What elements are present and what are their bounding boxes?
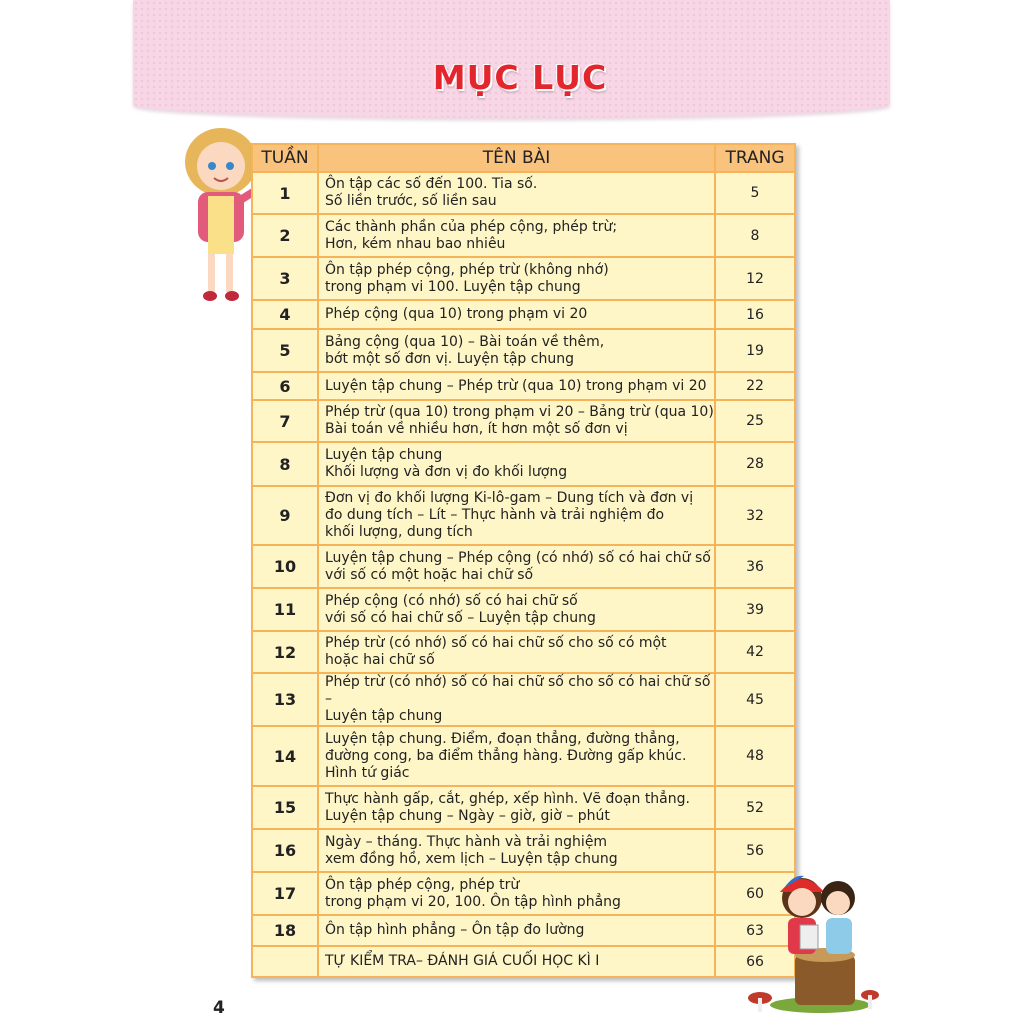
table-row [252, 214, 795, 257]
lesson-line: Bảng cộng (qua 10) – Bài toán về thêm, [325, 333, 605, 350]
lesson-line: Đơn vị đo khối lượng Ki-lô-gam – Dung tích và đơn vị [325, 490, 694, 506]
table-row [252, 829, 795, 872]
lesson-line: Phép cộng (qua 10) trong phạm vi 20 [325, 306, 588, 322]
table-of-contents [251, 143, 796, 978]
table-row [252, 726, 795, 786]
lesson-name [318, 486, 715, 545]
lesson-line: Các thành phần của phép cộng, phép trừ; [325, 218, 618, 235]
lesson-line: hoặc hai chữ số [325, 652, 435, 668]
lesson-name [318, 872, 715, 915]
lesson-line: Bài toán về nhiều hơn, ít hơn một số đơn vị [325, 421, 628, 437]
lesson-line: xem đồng hồ, xem lịch – Luyện tập chung [325, 850, 618, 867]
page-ref: 28 [715, 442, 795, 486]
table-header [252, 144, 795, 172]
page-ref: 63 [715, 915, 795, 946]
lesson-name [318, 631, 715, 673]
header-lesson: TÊN BÀI [318, 144, 715, 172]
lesson-line: Khối lượng và đơn vị đo khối lượng [325, 464, 568, 480]
week-number: 9 [252, 486, 318, 545]
week-number: 15 [252, 786, 318, 829]
week-number: 4 [252, 300, 318, 329]
page-ref: 66 [715, 946, 795, 977]
lesson-line: Ôn tập phép cộng, phép trừ [325, 876, 520, 893]
page-ref: 5 [715, 172, 795, 214]
page-number: 4 [213, 998, 225, 1018]
lesson-name [318, 172, 715, 214]
table-row [252, 172, 795, 214]
lesson-name [318, 545, 715, 588]
lesson-line: Ngày – tháng. Thực hành và trải nghiệm [325, 833, 608, 850]
week-number: 13 [252, 673, 318, 726]
lesson-line: đo dung tích – Lít – Thực hành và trải nghiệm đo [325, 507, 665, 523]
table-row [252, 486, 795, 545]
table-row [252, 300, 795, 329]
lesson-name [318, 442, 715, 486]
page-ref: 56 [715, 829, 795, 872]
lesson-name [318, 214, 715, 257]
week-number: 18 [252, 915, 318, 946]
table-row [252, 442, 795, 486]
page-ref: 16 [715, 300, 795, 329]
week-number: 10 [252, 545, 318, 588]
page-ref: 48 [715, 726, 795, 786]
lesson-line: Luyện tập chung – Phép trừ (qua 10) trong phạm vi 20 [325, 377, 707, 394]
lesson-line: Ôn tập hình phẳng – Ôn tập đo lường [325, 922, 585, 938]
lesson-name [318, 726, 715, 786]
lesson-line: Luyện tập chung [325, 708, 443, 724]
page-ref: 60 [715, 872, 795, 915]
lesson-line: Phép trừ (qua 10) trong phạm vi 20 – Bảng trừ (qua 10) [325, 404, 714, 420]
lesson-name [318, 300, 715, 329]
lesson-name [318, 588, 715, 631]
week-number: 5 [252, 329, 318, 372]
page-ref: 36 [715, 545, 795, 588]
table-row [252, 872, 795, 915]
lesson-line: Luyện tập chung – Phép cộng (có nhớ) số có hai chữ số [325, 549, 711, 566]
page-ref: 25 [715, 400, 795, 442]
week-number: 12 [252, 631, 318, 673]
lesson-line: khối lượng, dung tích [325, 524, 473, 540]
page-ref: 22 [715, 372, 795, 400]
lesson-line: Hình tứ giác [325, 764, 410, 781]
week-number: 3 [252, 257, 318, 300]
lesson-line: TỰ KIỂM TRA– ĐÁNH GIÁ CUỐI HỌC KÌ I [325, 953, 600, 969]
lesson-name [318, 786, 715, 829]
lesson-line: Ôn tập phép cộng, phép trừ (không nhớ) [325, 261, 609, 278]
table-row [252, 545, 795, 588]
table-row [252, 400, 795, 442]
lesson-name [318, 329, 715, 372]
lesson-line: với số có hai chữ số – Luyện tập chung [325, 609, 596, 626]
lesson-line: Luyện tập chung – Ngày – giờ, giờ – phút [325, 807, 610, 824]
lesson-line: Luyện tập chung. Điểm, đoạn thẳng, đường thẳng, [325, 730, 680, 747]
kids-illustration [740, 870, 880, 1015]
lesson-name [318, 257, 715, 300]
header-page: TRANG [715, 144, 795, 172]
week-number [252, 946, 318, 977]
page-ref: 52 [715, 786, 795, 829]
lesson-line: bớt một số đơn vị. Luyện tập chung [325, 350, 574, 367]
table-row [252, 372, 795, 400]
lesson-line: đường cong, ba điểm thẳng hàng. Đường gấp khúc. [325, 747, 687, 764]
lesson-name [318, 915, 715, 946]
lesson-line: với số có một hoặc hai chữ số [325, 566, 534, 583]
lesson-line: Phép trừ (có nhớ) số có hai chữ số cho số có hai chữ số – [325, 674, 711, 707]
week-number: 1 [252, 172, 318, 214]
lesson-name [318, 400, 715, 442]
lesson-name [318, 829, 715, 872]
week-number: 2 [252, 214, 318, 257]
lesson-line: Phép trừ (có nhớ) số có hai chữ số cho số có một [325, 635, 667, 651]
table-row [252, 257, 795, 300]
page-ref: 19 [715, 329, 795, 372]
page-ref: 39 [715, 588, 795, 631]
page-ref: 8 [715, 214, 795, 257]
table-row [252, 329, 795, 372]
lesson-line: trong phạm vi 100. Luyện tập chung [325, 278, 581, 295]
lesson-line: trong phạm vi 20, 100. Ôn tập hình phẳng [325, 893, 621, 910]
page-ref: 12 [715, 257, 795, 300]
page-ref: 45 [715, 673, 795, 726]
lesson-line: Hơn, kém nhau bao nhiêu [325, 235, 506, 252]
lesson-line: Thực hành gấp, cắt, ghép, xếp hình. Vẽ đoạn thẳng. [325, 790, 690, 807]
table-row [252, 946, 795, 977]
lesson-line: Ôn tập các số đến 100. Tia số. [325, 176, 538, 192]
lesson-line: Luyện tập chung [325, 447, 443, 463]
week-number: 17 [252, 872, 318, 915]
lesson-line: Phép cộng (có nhớ) số có hai chữ số [325, 592, 578, 609]
lesson-name [318, 372, 715, 400]
week-number: 7 [252, 400, 318, 442]
table-row [252, 915, 795, 946]
week-number: 6 [252, 372, 318, 400]
week-number: 16 [252, 829, 318, 872]
page-ref: 42 [715, 631, 795, 673]
table-row [252, 588, 795, 631]
table-row [252, 673, 795, 726]
table-row [252, 786, 795, 829]
lesson-line: Số liền trước, số liền sau [325, 193, 497, 209]
lesson-name [318, 673, 715, 726]
page-title: MỤC LỤC [432, 58, 608, 97]
week-number: 8 [252, 442, 318, 486]
lesson-name [318, 946, 715, 977]
page-ref: 32 [715, 486, 795, 545]
table-row [252, 631, 795, 673]
header-week: TUẦN [252, 144, 318, 172]
week-number: 11 [252, 588, 318, 631]
week-number: 14 [252, 726, 318, 786]
